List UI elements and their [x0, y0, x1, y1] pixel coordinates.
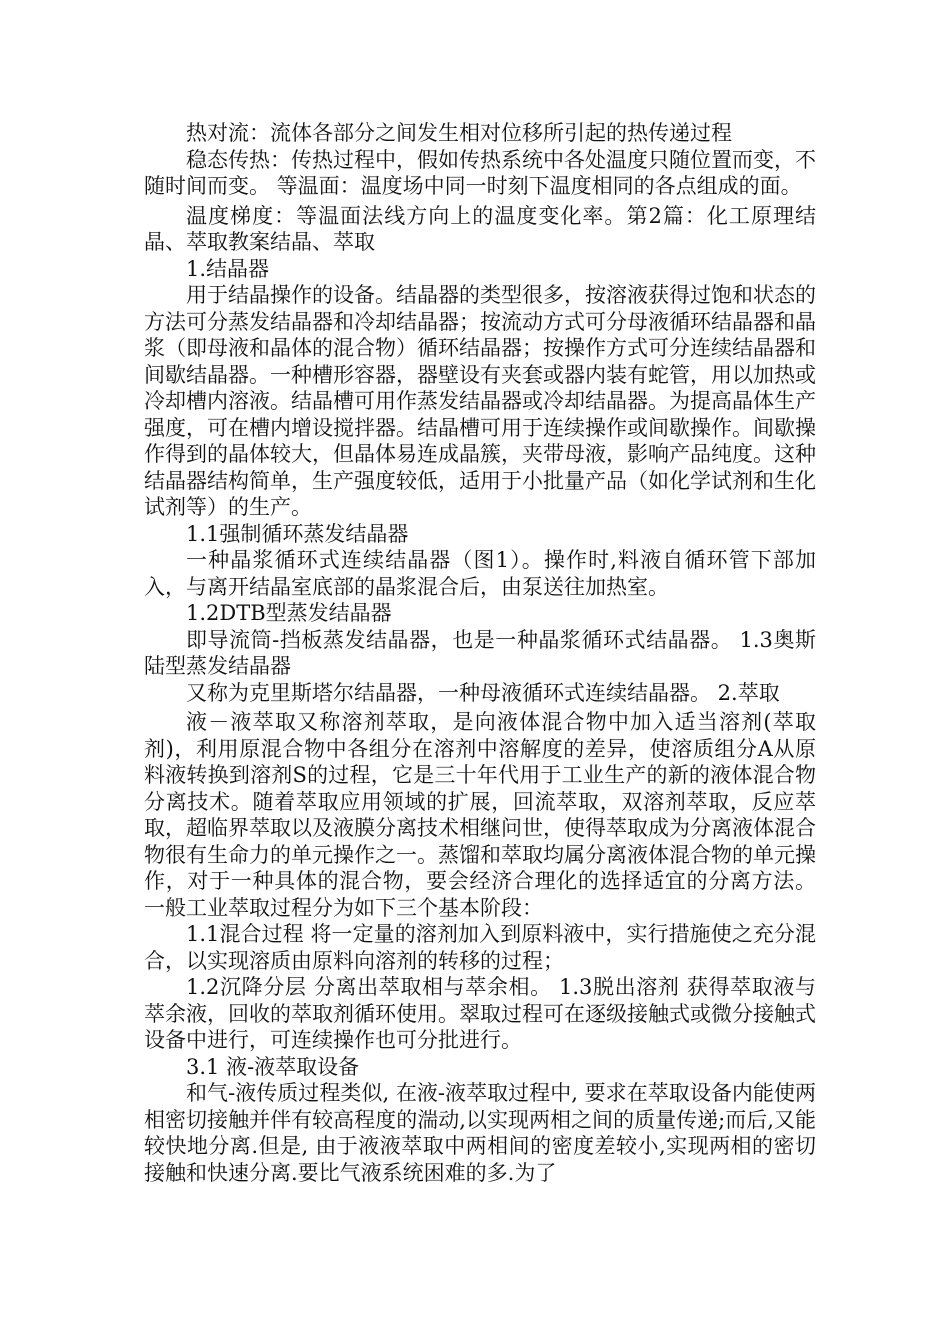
- heading-dtb: 1.2DTB型蒸发结晶器: [186, 601, 392, 625]
- paragraph-temperature-gradient: 温度梯度：等温面法线方向上的温度变化率。第2篇：化工原理结晶、萃取教案结晶、萃取: [144, 203, 816, 254]
- heading-crystallizer: 1.结晶器: [186, 256, 270, 281]
- heading-extraction-equipment: 3.1 液-液萃取设备: [186, 1054, 360, 1079]
- paragraph-forced-circulation: 一种晶浆循环式连续结晶器（图1）。操作时,料液自循环管下部加入，与离开结晶室底部的晶浆混合后，由泵送往加热室。: [144, 548, 816, 599]
- heading-forced-circulation: 1.1强制循环蒸发结晶器: [186, 521, 409, 546]
- paragraph-steady-heat-transfer: 稳态传热：传热过程中，假如传热系统中各处温度只随位置而变，不随时间而变。 等温面：温度场中同一时刻下温度相同的各点组成的面。: [144, 147, 816, 198]
- paragraph-liquid-liquid-extraction: 液－液萃取又称溶剂萃取，是向液体混合物中加入适当溶剂(萃取剂)，利用原混合物中各组分在溶剂中溶解度的差异，使溶质组分A从原料液转换到溶剂S的过程，它是三十年代用于工业生产的新的液体混合物分离技术。随着萃取应用领域的扩展，回流萃取，双溶剂萃取，反应萃取，超临界萃取以及液膜分离技术相继问世，使得萃取成为分离液体混合物很有生命力的单元操作之一。蒸馏和萃取均属分离液体混合物的单元操作，对于一种具体的混合物，要会经济合理化的选择适宜的分离方法。 一般工业萃取过程分为如下三个基本阶段：: [144, 710, 816, 920]
- paragraph-krystal-and-extraction: 又称为克里斯塔尔结晶器，一种母液循环式连续结晶器。 2.萃取: [186, 680, 780, 705]
- paragraph-mixing-process: 1.1混合过程 将一定量的溶剂加入到原料液中，实行措施使之充分混合，以实现溶质由原料向溶剂的转移的过程；: [144, 922, 816, 973]
- paragraph-heat-convection: 热对流：流体各部分之间发生相对位移所引起的热传递过程: [186, 121, 732, 145]
- paragraph-dtb-and-oslo: 即导流筒-挡板蒸发结晶器，也是一种晶浆循环式结晶器。 1.3奥斯陆型蒸发结晶器: [144, 627, 816, 678]
- document-body: [144, 120, 816, 1186]
- paragraph-extraction-equipment: 和气-液传质过程类似, 在液-液萃取过程中, 要求在萃取设备内能使两相密切接触并伴有较高程度的湍动,以实现两相之间的质量传递;而后,又能较快地分离.但是, 由于液液萃取中两相间的密度差较小,实现两相的密切接触和快速分离.要比气液系统困难的多.为了: [144, 1081, 816, 1185]
- paragraph-settling-and-stripping: 1.2沉降分层 分离出萃取相与萃余相。 1.3脱出溶剂 获得萃取液与萃余液，回收的萃取剂循环使用。翠取过程可在逐级接触式或微分接触式设备中进行，可连续操作也可分批进行。: [144, 975, 816, 1052]
- paragraph-crystallizer-description: 用于结晶操作的设备。结晶器的类型很多，按溶液获得过饱和状态的方法可分蒸发结晶器和冷却结晶器；按流动方式可分母液循环结晶器和晶浆（即母液和晶体的混合物）循环结晶器；按操作方式可分连续结晶器和间歇结晶器。一种槽形容器，器壁设有夹套或器内装有蛇管，用以加热或冷却槽内溶液。结晶槽可用作蒸发结晶器或冷却结晶器。为提高晶体生产强度，可在槽内增设搅拌器。结晶槽可用于连续操作或间歇操作。间歇操作得到的晶体较大，但晶体易连成晶簇，夹带母液，影响产品纯度。这种结晶器结构简单，生产强度较低，适用于小批量产品（如化学试剂和生化试剂等）的生产。: [144, 283, 816, 519]
